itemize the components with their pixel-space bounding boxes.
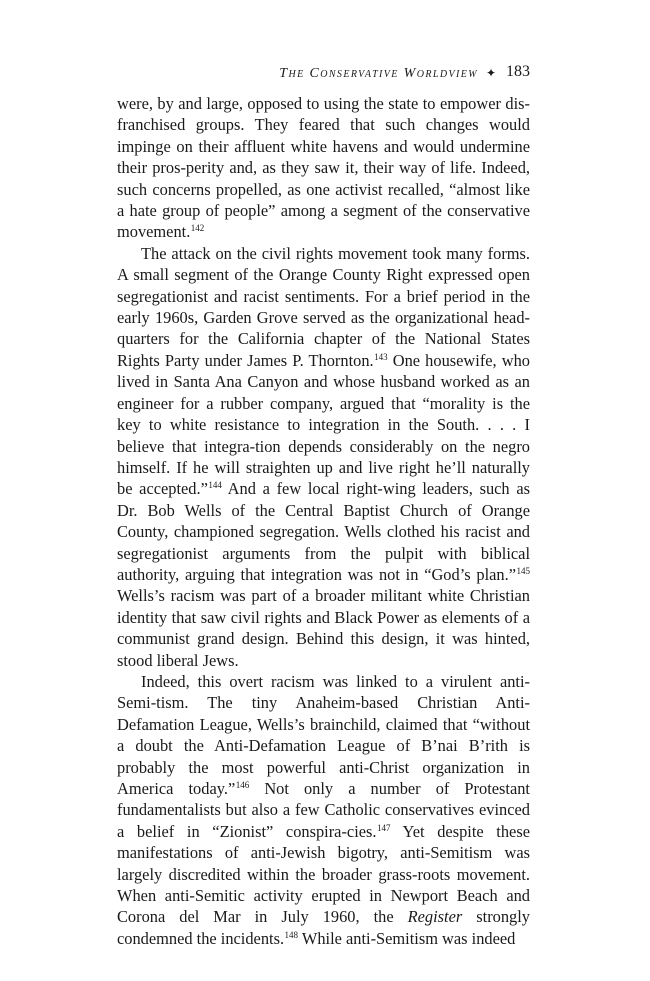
paragraph-2 bbox=[117, 243, 530, 671]
footnote-ref-145: 145 bbox=[516, 565, 530, 576]
running-head bbox=[279, 64, 502, 83]
paragraph-3-text-5: While anti-Semitism was indeed bbox=[298, 928, 516, 948]
footnote-ref-146: 146 bbox=[235, 780, 250, 790]
footnote-ref-142: 142 bbox=[190, 223, 205, 234]
footnote-ref-148: 148 bbox=[284, 929, 299, 940]
paragraph-3-text-2: Not only a number of Protestant fundamentalists but also a few Catholic conservatives evinced a belief in “Zionist” conspira-cies. bbox=[117, 779, 530, 841]
page-number: 183 bbox=[506, 63, 530, 80]
diamond-ornament-icon: ✦ bbox=[485, 66, 496, 80]
paragraph-2-text-4: Wells’s racism was part of a broader militant white Christian identity that saw civil rights and Black Power as elements of a communist grand design. Behind this design, it was hinted, stood liberal Jews. bbox=[117, 586, 530, 670]
paragraph-1 bbox=[117, 93, 530, 243]
footnote-ref-144: 144 bbox=[208, 480, 222, 491]
paragraph-3 bbox=[117, 671, 530, 949]
paragraph-2-text-3: And a few local right-wing leaders, such as Dr. Bob Wells of the Central Baptist Church of Orange County, championed segregation. Wells clothed his racist and segregationist arguments from the pulpit with biblical authority, arguing that integration was not in “God’s plan.” bbox=[117, 479, 530, 584]
paragraph-2-text-2: One housewife, who lived in Santa Ana Canyon and whose husband worked as an engineer for a rubber company, argued that “morality is the key to white resistance to integration in the South. . . . I believe that integra-tion depends considerably on the negro himself. If he will straighten up and live right he’ll naturally be accepted.” bbox=[117, 350, 531, 499]
paragraph-2-text-1: The attack on the civil rights movement took many forms. A small segment of the Orange County Right expressed open segregationist and racist sentiments. For a brief period in the early 1960s, Garden Grove served as the organizational head-quarters for the California chapter of the National States Rights Party under James P. Thornton. bbox=[117, 243, 530, 370]
running-head-title: The Conservative Worldview bbox=[279, 66, 478, 81]
footnote-ref-147: 147 bbox=[377, 822, 391, 833]
paragraph-3-text-4: strongly condemned the incidents. bbox=[117, 907, 531, 948]
paragraph-1-text: were, by and large, opposed to using the state to empower dis-franchised groups. They feared that such changes would impinge on their affluent white havens and would undermine their pros-perity and, as they saw it, their way of life. Indeed, such concerns propelled, as one activist recalled, “almost like a hate group of people” among a segment of the conservative movement. bbox=[117, 94, 530, 242]
body-text bbox=[117, 93, 530, 949]
footnote-ref-143: 143 bbox=[374, 351, 388, 362]
register-newspaper-title: Register bbox=[407, 907, 463, 927]
paragraph-3-text-3: Yet despite these manifestations of anti-Jewish bigotry, anti-Semitism was largely discredited within the broader grass-roots movement. When anti-Semitic activity erupted in Newport Beach and Corona del Mar in July 1960, the bbox=[117, 821, 530, 927]
paragraph-3-text-1: Indeed, this overt racism was linked to a virulent anti-Semi-tism. The tiny Anaheim-based Christian Anti-Defamation League, Wells’s brainchild, claimed that “without a doubt the Anti-Defamation League of B’nai B’rith is probably the most powerful anti-Christ organization in America today.” bbox=[117, 671, 530, 798]
